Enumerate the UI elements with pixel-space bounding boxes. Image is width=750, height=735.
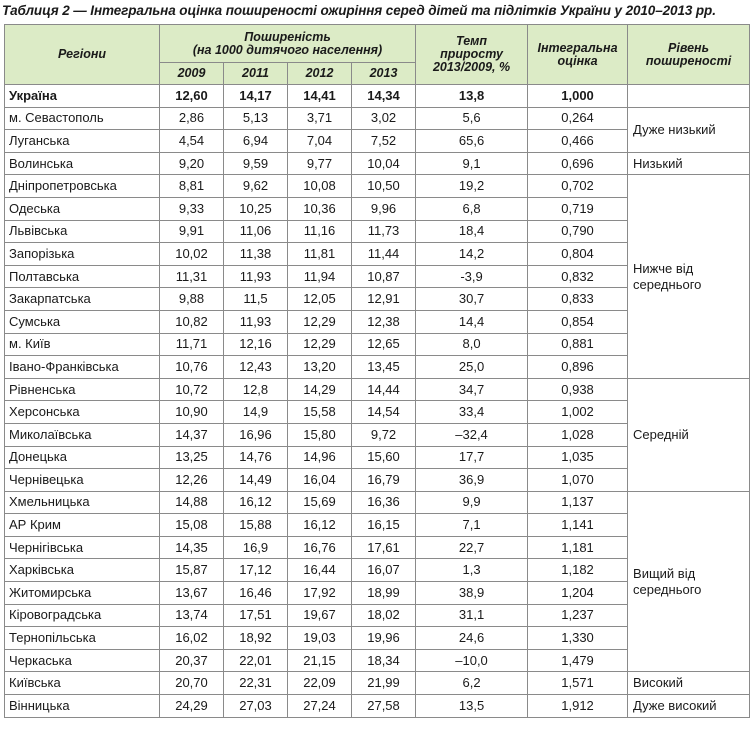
region-cell: Тернопільська [5,627,160,650]
value-2012-cell: 14,96 [288,446,352,469]
value-2009-cell: 10,82 [160,310,224,333]
growth-cell: 9,1 [416,152,528,175]
value-2011-cell: 9,62 [224,175,288,198]
value-2009-cell: 15,87 [160,559,224,582]
growth-cell: 6,2 [416,672,528,695]
value-2013-cell: 19,96 [352,627,416,650]
value-2012-cell: 16,76 [288,536,352,559]
value-2013-cell: 14,34 [352,85,416,108]
growth-cell: 13,8 [416,85,528,108]
table-row-total [5,85,750,108]
value-2013-cell: 18,99 [352,582,416,605]
value-2009-cell: 15,08 [160,514,224,537]
integral-cell: 1,181 [528,536,628,559]
region-cell: Донецька [5,446,160,469]
integral-cell: 0,264 [528,107,628,130]
header-integral: Інтегральна оцінка [528,25,628,85]
growth-cell: –32,4 [416,423,528,446]
obesity-prevalence-table [4,24,750,718]
value-2012-cell: 13,20 [288,356,352,379]
level-cell: Середній [628,378,750,491]
value-2009-cell: 13,74 [160,604,224,627]
value-2011-cell: 22,31 [224,672,288,695]
value-2013-cell: 10,04 [352,152,416,175]
table-row [5,175,750,198]
level-cell: Дуже низький [628,107,750,152]
integral-cell: 0,833 [528,288,628,311]
value-2012-cell: 7,04 [288,130,352,153]
integral-cell: 1,000 [528,85,628,108]
value-2011-cell: 16,96 [224,423,288,446]
value-2009-cell: 14,37 [160,423,224,446]
value-2013-cell: 18,02 [352,604,416,627]
growth-cell: 38,9 [416,582,528,605]
value-2013-cell: 18,34 [352,649,416,672]
value-2012-cell: 10,08 [288,175,352,198]
value-2009-cell: 2,86 [160,107,224,130]
region-cell: Луганська [5,130,160,153]
value-2012-cell: 11,94 [288,265,352,288]
integral-cell: 1,330 [528,627,628,650]
value-2011-cell: 22,01 [224,649,288,672]
value-2012-cell: 22,09 [288,672,352,695]
integral-cell: 1,182 [528,559,628,582]
region-cell: АР Крим [5,514,160,537]
integral-cell: 1,479 [528,649,628,672]
value-2011-cell: 11,93 [224,265,288,288]
integral-cell: 0,804 [528,243,628,266]
value-2009-cell: 14,35 [160,536,224,559]
value-2012-cell: 17,92 [288,582,352,605]
value-2009-cell: 16,02 [160,627,224,650]
value-2009-cell: 9,20 [160,152,224,175]
value-2011-cell: 16,46 [224,582,288,605]
region-cell: Вінницька [5,695,160,718]
value-2012-cell: 16,04 [288,469,352,492]
region-cell: Запорізька [5,243,160,266]
level-cell: Дуже високий [628,695,750,718]
value-2011-cell: 11,93 [224,310,288,333]
integral-cell: 0,466 [528,130,628,153]
level-cell: Високий [628,672,750,695]
value-2009-cell: 4,54 [160,130,224,153]
value-2011-cell: 11,38 [224,243,288,266]
value-2009-cell: 12,26 [160,469,224,492]
table-caption: Таблиця 2 — Інтегральна оцінка поширеності ожиріння серед дітей та підлітків України у 2010–2013 рр. [2,3,716,18]
integral-cell: 1,912 [528,695,628,718]
value-2011-cell: 14,49 [224,469,288,492]
value-2012-cell: 15,80 [288,423,352,446]
growth-cell: 1,3 [416,559,528,582]
region-cell: Чернігівська [5,536,160,559]
region-cell: Івано-Франківська [5,356,160,379]
value-2013-cell: 11,44 [352,243,416,266]
value-2009-cell: 10,76 [160,356,224,379]
growth-cell: 14,2 [416,243,528,266]
value-2011-cell: 17,51 [224,604,288,627]
integral-cell: 1,028 [528,423,628,446]
value-2011-cell: 18,92 [224,627,288,650]
integral-cell: 1,035 [528,446,628,469]
growth-cell: 25,0 [416,356,528,379]
growth-cell: 13,5 [416,695,528,718]
value-2009-cell: 10,72 [160,378,224,401]
value-2012-cell: 14,29 [288,378,352,401]
value-2012-cell: 27,24 [288,695,352,718]
level-cell: Нижче від середнього [628,175,750,378]
value-2012-cell: 3,71 [288,107,352,130]
value-2013-cell: 16,07 [352,559,416,582]
value-2012-cell: 11,81 [288,243,352,266]
integral-cell: 0,938 [528,378,628,401]
integral-cell: 1,002 [528,401,628,424]
value-2012-cell: 21,15 [288,649,352,672]
value-2011-cell: 12,8 [224,378,288,401]
integral-cell: 1,070 [528,469,628,492]
value-2013-cell: 12,65 [352,333,416,356]
value-2013-cell: 3,02 [352,107,416,130]
value-2012-cell: 11,16 [288,220,352,243]
value-2013-cell: 7,52 [352,130,416,153]
value-2012-cell: 12,29 [288,333,352,356]
header-year-2012: 2012 [288,63,352,85]
region-cell: Черкаська [5,649,160,672]
value-2012-cell: 15,69 [288,491,352,514]
growth-cell: 31,1 [416,604,528,627]
header-region: Регіони [5,25,160,85]
value-2013-cell: 27,58 [352,695,416,718]
integral-cell: 1,237 [528,604,628,627]
value-2013-cell: 12,38 [352,310,416,333]
value-2011-cell: 11,5 [224,288,288,311]
region-cell: Сумська [5,310,160,333]
value-2011-cell: 17,12 [224,559,288,582]
value-2011-cell: 14,17 [224,85,288,108]
value-2013-cell: 17,61 [352,536,416,559]
region-cell: м. Київ [5,333,160,356]
value-2009-cell: 12,60 [160,85,224,108]
table-body [5,85,750,718]
integral-cell: 0,832 [528,265,628,288]
table-row [5,378,750,401]
header-year-2011: 2011 [224,63,288,85]
value-2012-cell: 12,29 [288,310,352,333]
integral-cell: 0,696 [528,152,628,175]
value-2009-cell: 11,31 [160,265,224,288]
growth-cell: 8,0 [416,333,528,356]
growth-cell: 6,8 [416,197,528,220]
value-2013-cell: 15,60 [352,446,416,469]
value-2013-cell: 16,79 [352,469,416,492]
value-2011-cell: 11,06 [224,220,288,243]
value-2009-cell: 9,91 [160,220,224,243]
value-2009-cell: 10,90 [160,401,224,424]
value-2012-cell: 19,03 [288,627,352,650]
value-2011-cell: 15,88 [224,514,288,537]
growth-cell: 18,4 [416,220,528,243]
value-2009-cell: 24,29 [160,695,224,718]
region-cell: Кіровоградська [5,604,160,627]
value-2011-cell: 14,76 [224,446,288,469]
value-2011-cell: 16,9 [224,536,288,559]
growth-cell: 22,7 [416,536,528,559]
table-row [5,695,750,718]
growth-cell: 9,9 [416,491,528,514]
region-cell: Волинська [5,152,160,175]
value-2013-cell: 14,44 [352,378,416,401]
region-cell: Закарпатська [5,288,160,311]
header-year-2013: 2013 [352,63,416,85]
header-year-2009: 2009 [160,63,224,85]
region-cell: м. Севастополь [5,107,160,130]
growth-cell: 5,6 [416,107,528,130]
value-2013-cell: 21,99 [352,672,416,695]
region-cell: Одеська [5,197,160,220]
value-2012-cell: 12,05 [288,288,352,311]
value-2013-cell: 12,91 [352,288,416,311]
value-2009-cell: 8,81 [160,175,224,198]
table-row [5,107,750,130]
value-2013-cell: 9,72 [352,423,416,446]
value-2009-cell: 20,37 [160,649,224,672]
value-2012-cell: 14,41 [288,85,352,108]
integral-cell: 0,790 [528,220,628,243]
growth-cell: 14,4 [416,310,528,333]
growth-cell: 36,9 [416,469,528,492]
value-2013-cell: 10,87 [352,265,416,288]
integral-cell: 1,204 [528,582,628,605]
value-2013-cell: 16,36 [352,491,416,514]
growth-cell: 65,6 [416,130,528,153]
value-2012-cell: 15,58 [288,401,352,424]
growth-cell: 34,7 [416,378,528,401]
level-cell: Вищий від середнього [628,491,750,672]
value-2013-cell: 9,96 [352,197,416,220]
value-2013-cell: 14,54 [352,401,416,424]
value-2011-cell: 16,12 [224,491,288,514]
growth-cell: 17,7 [416,446,528,469]
region-cell: Дніпропетровська [5,175,160,198]
value-2011-cell: 12,16 [224,333,288,356]
growth-cell: –10,0 [416,649,528,672]
value-2009-cell: 9,88 [160,288,224,311]
region-cell: Харківська [5,559,160,582]
value-2012-cell: 16,44 [288,559,352,582]
growth-cell: 30,7 [416,288,528,311]
value-2011-cell: 12,43 [224,356,288,379]
value-2009-cell: 11,71 [160,333,224,356]
value-2011-cell: 6,94 [224,130,288,153]
value-2009-cell: 13,67 [160,582,224,605]
region-cell: Київська [5,672,160,695]
value-2012-cell: 9,77 [288,152,352,175]
region-cell: Хмельницька [5,491,160,514]
value-2012-cell: 10,36 [288,197,352,220]
integral-cell: 0,854 [528,310,628,333]
integral-cell: 1,137 [528,491,628,514]
region-cell: Херсонська [5,401,160,424]
value-2009-cell: 13,25 [160,446,224,469]
region-cell: Житомирська [5,582,160,605]
header-level: Рівень поширеності [628,25,750,85]
growth-cell: 33,4 [416,401,528,424]
value-2013-cell: 13,45 [352,356,416,379]
value-2009-cell: 14,88 [160,491,224,514]
level-cell [628,85,750,108]
value-2012-cell: 19,67 [288,604,352,627]
integral-cell: 1,571 [528,672,628,695]
value-2009-cell: 20,70 [160,672,224,695]
region-cell: Рівненська [5,378,160,401]
value-2011-cell: 10,25 [224,197,288,220]
value-2012-cell: 16,12 [288,514,352,537]
region-cell: Львівська [5,220,160,243]
value-2013-cell: 16,15 [352,514,416,537]
integral-cell: 0,702 [528,175,628,198]
value-2011-cell: 14,9 [224,401,288,424]
region-cell: Чернівецька [5,469,160,492]
region-cell: Полтавська [5,265,160,288]
integral-cell: 0,896 [528,356,628,379]
table-row [5,491,750,514]
header-prevalence: Поширеність (на 1000 дитячого населення) [160,25,416,63]
value-2011-cell: 5,13 [224,107,288,130]
region-cell: Україна [5,85,160,108]
table-row [5,672,750,695]
growth-cell: 24,6 [416,627,528,650]
value-2011-cell: 27,03 [224,695,288,718]
integral-cell: 1,141 [528,514,628,537]
region-cell: Миколаївська [5,423,160,446]
integral-cell: 0,881 [528,333,628,356]
value-2013-cell: 11,73 [352,220,416,243]
table-row [5,152,750,175]
level-cell: Низький [628,152,750,175]
value-2009-cell: 9,33 [160,197,224,220]
value-2011-cell: 9,59 [224,152,288,175]
integral-cell: 0,719 [528,197,628,220]
value-2013-cell: 10,50 [352,175,416,198]
growth-cell: -3,9 [416,265,528,288]
growth-cell: 19,2 [416,175,528,198]
growth-cell: 7,1 [416,514,528,537]
value-2009-cell: 10,02 [160,243,224,266]
header-growth: Темп приросту 2013/2009, % [416,25,528,85]
